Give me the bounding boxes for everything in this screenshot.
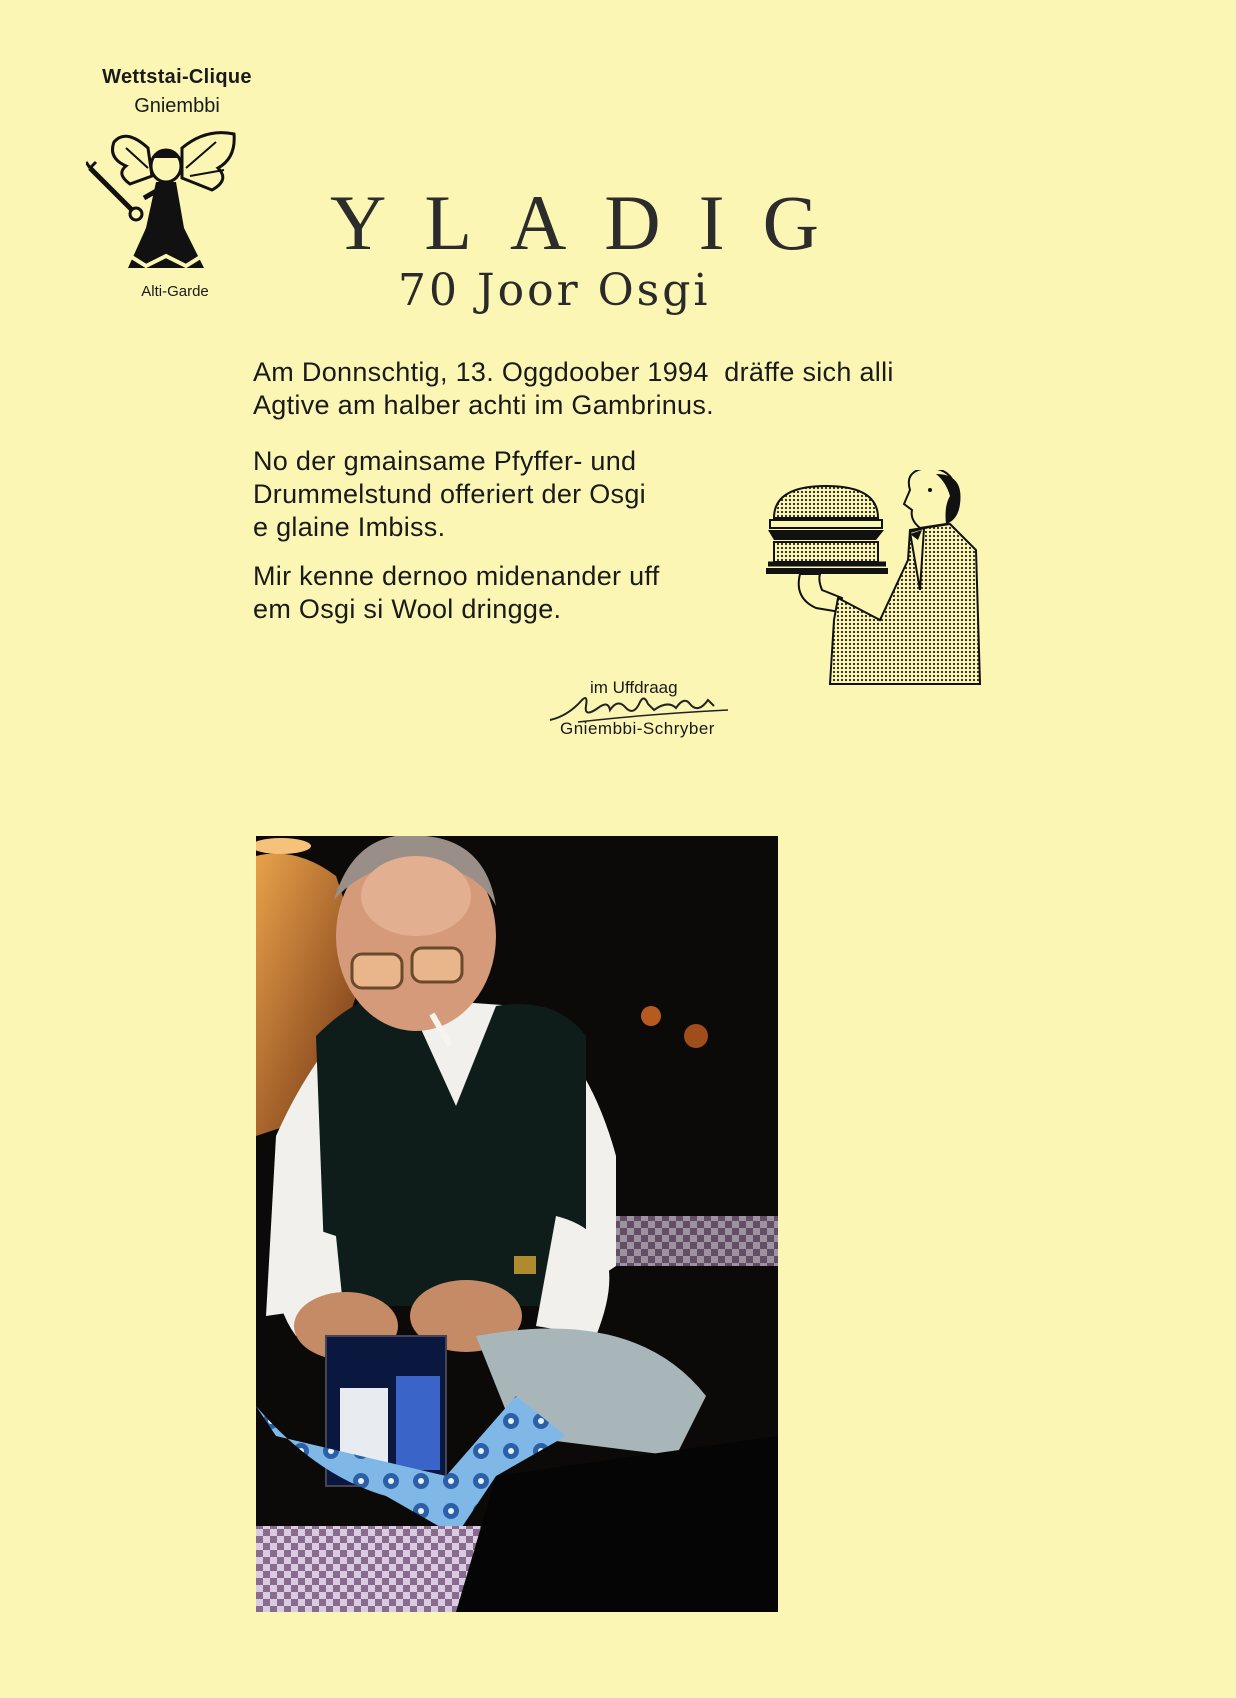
- paragraph-line: Am Donnschtig, 13. Oggdoober 1994 dräffe sich alli: [253, 357, 894, 387]
- paragraph-line: em Osgi si Wool dringge.: [253, 594, 562, 624]
- paragraph-line: Agtive am halber achti im Gambrinus.: [253, 390, 714, 420]
- organization-name: Wettstai-Clique: [102, 66, 252, 88]
- paragraph-meeting: [253, 356, 1013, 422]
- waiter-serving-burger-icon: [760, 470, 1000, 710]
- organization-subname: Gniembbi: [134, 95, 220, 117]
- paragraph-line: Mir kenne dernoo midenander uff: [253, 561, 660, 591]
- invitation-title: YLADIG: [330, 179, 857, 266]
- paragraph-line: No der gmainsame Pfyffer- und: [253, 446, 637, 476]
- paragraph-line: e glaine Imbiss.: [253, 512, 446, 542]
- signature-prefix: im Uffdraag: [590, 678, 678, 697]
- organization-group: Alti-Garde: [141, 283, 209, 300]
- signature-role: Gniembbi-Schryber: [560, 719, 715, 738]
- invitation-subtitle: 70 Joor Osgi: [398, 265, 711, 316]
- paragraph-line: Drummelstund offeriert der Osgi: [253, 479, 646, 509]
- man-unwrapping-gift-photo: [256, 836, 778, 1612]
- jester-figure-logo: [86, 128, 246, 278]
